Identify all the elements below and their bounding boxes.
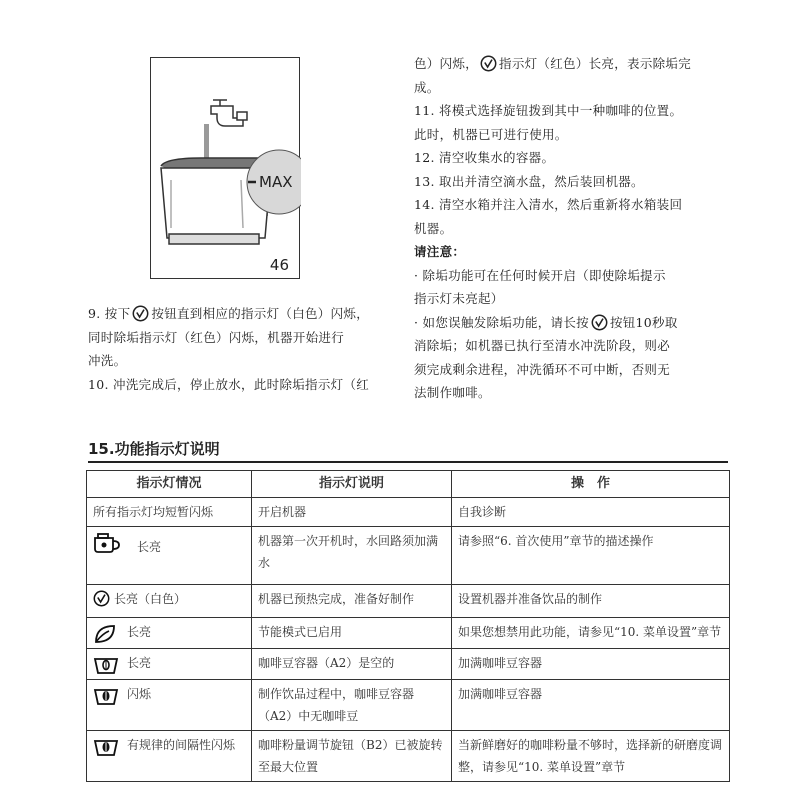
- step-9: 9. 按下 按钮直到相应的指示灯（白色）闪烁，: [88, 306, 370, 321]
- action-cell: 自我诊断: [452, 498, 730, 527]
- header-meaning: 指示灯说明: [252, 471, 452, 498]
- note-2-line-4: 法制作咖啡。: [414, 385, 491, 400]
- right-column: [414, 52, 726, 405]
- bean-container-filled-icon: [93, 685, 119, 707]
- action-cell: 加满咖啡豆容器: [452, 649, 730, 680]
- table-row: [87, 731, 730, 782]
- step-10-continued: 色）闪烁， 指示灯（红色）长亮，表示除垢完: [414, 56, 692, 71]
- water-tank-icon: [93, 532, 129, 554]
- check-circle-icon: [93, 590, 110, 607]
- step-14: 14. 清空水箱并注入清水，然后重新将水箱装回: [414, 197, 683, 212]
- table-header-row: [87, 471, 730, 498]
- table-row: [87, 498, 730, 527]
- step-9-line-2: 同时除垢指示灯（红色）闪烁，机器开始进行: [88, 329, 345, 345]
- indicator-table: [86, 470, 730, 782]
- status-cell: [87, 527, 252, 585]
- meaning-cell: 咖啡粉量调节旋钮（B2）已被旋转至最大位置: [252, 731, 452, 782]
- section-title: 15.功能指示灯说明: [88, 438, 728, 463]
- bean-container-filled-icon: [93, 736, 119, 758]
- note-2: · 如您误触发除垢功能，请长按 按钮10秒取: [414, 314, 678, 330]
- header-status: 指示灯情况: [87, 471, 252, 498]
- step-14-line-2: 机器。: [414, 220, 453, 236]
- status-text: 有规律的间隔性闪烁: [127, 738, 236, 752]
- step-13: 13. 取出并清空滴水盘，然后装回机器。: [414, 173, 644, 189]
- action-cell: 如果您想禁用此功能，请参见“10. 菜单设置”章节: [452, 618, 730, 649]
- step-9-line-3: 冲洗。: [88, 353, 127, 368]
- table-row: [87, 649, 730, 680]
- action-cell: 加满咖啡豆容器: [452, 680, 730, 731]
- step-10-end: 成。: [414, 79, 440, 95]
- eco-leaf-icon: [93, 623, 119, 645]
- action-cell: 请参照“6. 首次使用”章节的描述操作: [452, 527, 730, 585]
- status-text: 长亮: [127, 625, 152, 639]
- step-11: 11. 将模式选择旋钮拨到其中一种咖啡的位置。: [414, 103, 683, 118]
- check-circle-icon: [132, 305, 149, 322]
- left-column: [88, 302, 398, 396]
- status-cell: [87, 585, 252, 618]
- max-label: MAX: [259, 173, 293, 191]
- faucet-icon: [211, 100, 247, 126]
- status-cell: [87, 680, 252, 731]
- status-cell: 所有指示灯均短暂闪烁: [87, 498, 252, 527]
- table-row: [87, 527, 730, 585]
- action-cell: 设置机器并准备饮品的制作: [452, 585, 730, 618]
- meaning-cell: 咖啡豆容器（A2）是空的: [252, 649, 452, 680]
- bean-container-icon: [93, 654, 119, 676]
- step-10: 10. 冲洗完成后，停止放水，此时除垢指示灯（红: [88, 376, 370, 392]
- note-2-line-3: 须完成剩余进程，冲洗循环不可中断，否则无: [414, 361, 671, 377]
- action-cell: 当新鲜磨好的咖啡粉量不够时，选择新的研磨度调整，请参见“10. 菜单设置”章节: [452, 731, 730, 782]
- meaning-cell: 机器已预热完成，准备好制作: [252, 585, 452, 618]
- table-row: [87, 585, 730, 618]
- status-text: 闪烁: [127, 687, 152, 701]
- table-row: [87, 618, 730, 649]
- check-circle-icon: [480, 55, 497, 72]
- meaning-cell: 制作饮品过程中，咖啡豆容器（A2）中无咖啡豆: [252, 680, 452, 731]
- status-text: 长亮: [137, 540, 162, 554]
- meaning-cell: 开启机器: [252, 498, 452, 527]
- status-cell: [87, 731, 252, 782]
- meaning-cell: 机器第一次开机时，水回路须加满水: [252, 527, 452, 585]
- table-row: [87, 680, 730, 731]
- status-text: 长亮: [127, 656, 152, 670]
- step-12: 12. 清空收集水的容器。: [414, 150, 555, 165]
- note-2-line-2: 消除垢；如机器已执行至清水冲洗阶段，则必: [414, 338, 671, 353]
- note-1-line-2: 指示灯未亮起）: [414, 291, 504, 306]
- water-tank-filling-illustration: [151, 58, 301, 280]
- meaning-cell: 节能模式已启用: [252, 618, 452, 649]
- figure-number: 46: [269, 256, 289, 274]
- note-1: · 除垢功能可在任何时候开启（即使除垢提示: [414, 267, 666, 283]
- figure-46: [150, 57, 300, 279]
- header-action: 操 作: [452, 471, 730, 498]
- step-11-line-2: 此时，机器已可进行使用。: [414, 126, 568, 142]
- status-cell: [87, 618, 252, 649]
- check-circle-icon: [591, 314, 608, 331]
- status-text: 长亮（白色）: [114, 592, 187, 606]
- note-title: 请注意：: [414, 244, 466, 259]
- status-cell: [87, 649, 252, 680]
